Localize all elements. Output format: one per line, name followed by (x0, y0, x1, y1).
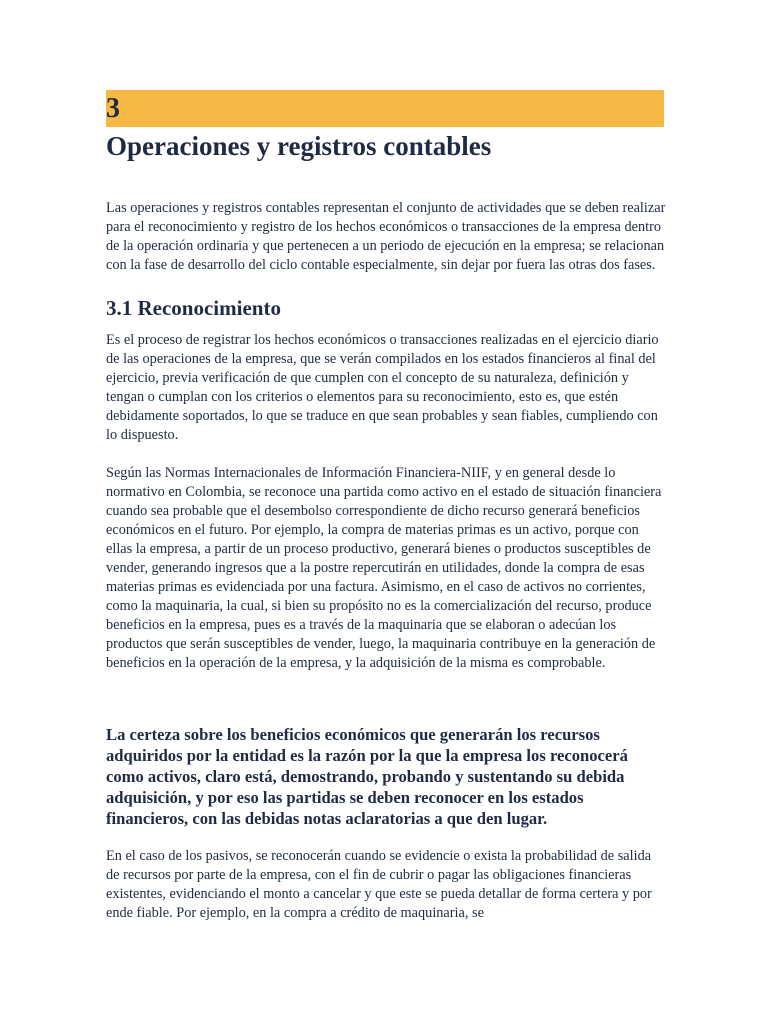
section-paragraph-3: En el caso de los pasivos, se reconocerán cuando se evidencie o exista la probabilidad de salida de recursos por parte de la empresa, con el fin de cubrir o pagar las obligaciones financieras existentes, evidenciando el monto a cancelar y que este se pueda detallar de forma certera y por ende fiable. Por ejemplo, en la compra a crédito de maquinaria, se (106, 848, 652, 921)
section-paragraph-2: Según las Normas Internacionales de Información Financiera-NIIF, y en general desde lo normativo en Colombia, se reconoce una partida como activo en el estado de situación financiera cuando sea probable que el desembolso correspondiente de dicho recurso generará beneficios económicos en el futuro. Por ejemplo, la compra de materias primas es un activo, porque con ellas la empresa, a partir de un proceso productivo, generará bienes o productos susceptibles de vender, generando ingresos que a la postre repercutirán en utilidades, donde la compra de esas materias primas es evidenciada por una factura. Asimismo, en el caso de activos no corrientes, como la maquinaria, la cual, si bien su propósito no es la comercialización del recurso, produce beneficios en la empresa, pues es a través de la maquinaria que se elaboran o adecúan los productos que serán susceptibles de vender, luego, la maquinaria contribuye en la generación de beneficios en la operación de la empresa, y la adquisición de la misma es comprobable. (106, 465, 662, 671)
intro-paragraph: Las operaciones y registros contables representan el conjunto de actividades que se deben realizar para el reconocimiento y registro de los hechos económicos o transacciones de la empresa dentro de la operación ordinaria y que pertenecen a un periodo de ejecución en la empresa; se relacionan con la fase de desarrollo del ciclo contable especialmente, sin dejar por fuera las otras dos fases. (106, 200, 666, 273)
chapter-number-bar (106, 90, 664, 127)
chapter-title: Operaciones y registros contables (106, 131, 492, 161)
chapter-number: 3 (106, 93, 120, 124)
section-paragraph-1: Es el proceso de registrar los hechos económicos o transacciones realizadas en el ejercicio diario de las operaciones de la empresa, que se verán compilados en los estados financieros al final del ejercicio, previa verificación de que cumplen con el concepto de su naturaleza, definición y tengan o cumplan con los criterios o elementos para su reconocimiento, esto es, que estén debidamente soportados, lo que se traduce en que sean probables y sean fiables, cumpliendo con lo dispuesto. (106, 332, 659, 443)
section-title: 3.1 Reconocimiento (106, 296, 281, 320)
highlight-callout: La certeza sobre los beneficios económicos que generarán los recursos adquiridos por la entidad es la razón por la que la empresa los reconocerá como activos, claro está, demostrando, probando y sustentando su debida adquisición, y por eso las partidas se deben reconocer en los estados financieros, con las debidas notas aclaratorias a que den lugar. (106, 725, 628, 828)
document-page (106, 90, 666, 923)
